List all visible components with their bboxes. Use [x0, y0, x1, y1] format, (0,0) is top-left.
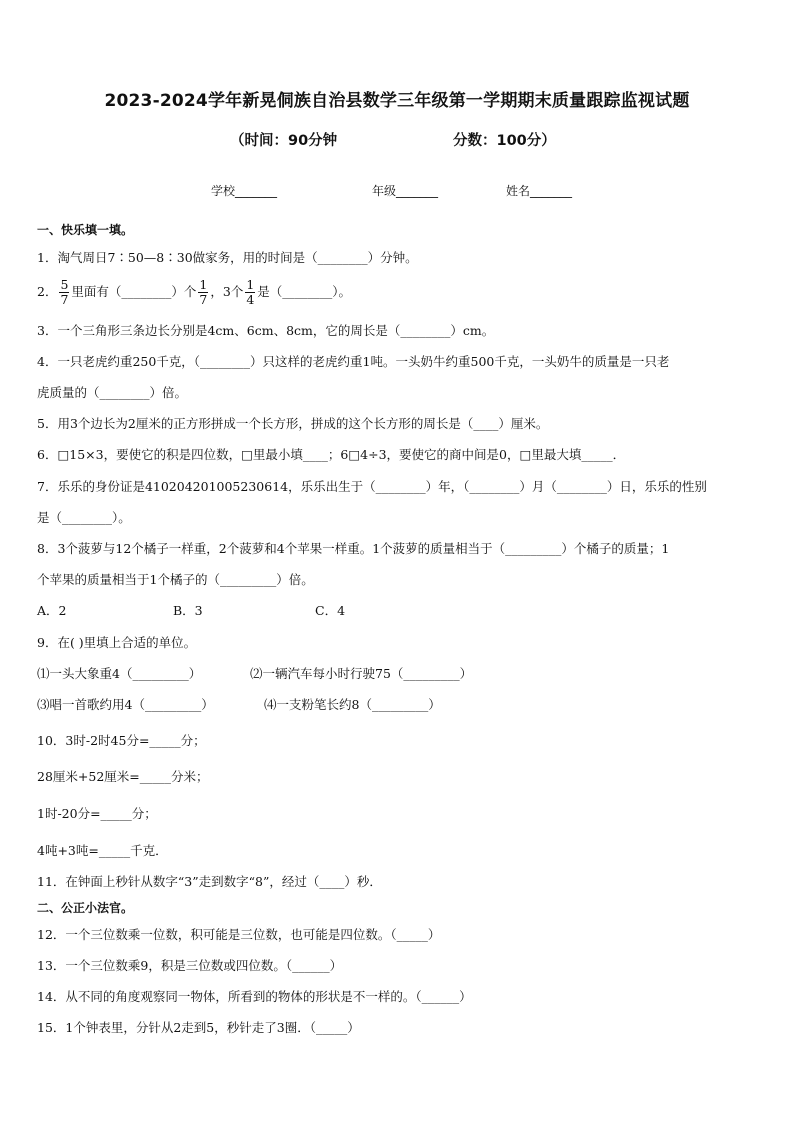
question-13: 13．一个三位数乘9，积是三位数或四位数。（______）	[37, 958, 343, 973]
fraction-5-7: $\frac{5}{7}$	[60, 277, 69, 307]
question-2	[37, 278, 351, 307]
question-4-line-2: 虎质量的（________）倍。	[37, 385, 188, 400]
question-3: 3．一个三角形三条边长分别是4cm、6cm、8cm，它的周长是（________）cm。	[37, 323, 495, 338]
q2-prefix: 2．	[37, 284, 58, 299]
fraction-1-4: $\frac{1}{4}$	[246, 277, 255, 307]
option-c: C．4	[315, 603, 346, 618]
question-9: 9．在( )里填上合适的单位。	[37, 635, 197, 650]
name-field: 姓名_______	[506, 184, 573, 198]
grade-field: 年级_______	[372, 184, 439, 198]
question-12: 12．一个三位数乘一位数，积可能是三位数，也可能是四位数。（_____）	[37, 927, 441, 942]
question-8-line-1: 8．3个菠萝与12个橘子一样重，2个菠萝和4个苹果一样重。1个菠萝的质量相当于（_________）个橘子的质量；1	[37, 541, 670, 556]
question-9-3: ⑶唱一首歌约用4（_________）	[37, 697, 214, 712]
question-1: 1．淘气周日7∶50—8∶30做家务，用的时间是（________）分钟。	[37, 250, 418, 265]
question-15: 15．1个钟表里，分针从2走到5，秒针走了3圈．（_____）	[37, 1020, 360, 1035]
question-14: 14．从不同的角度观察同一物体，所看到的物体的形状是不一样的。（______）	[37, 989, 472, 1004]
question-9-2: ⑵一辆汽车每小时行驶75（_________）	[250, 666, 473, 681]
question-4-line-1: 4．一只老虎约重250千克，（________）只这样的老虎约重1吨。一头奶牛约重500千克，一头奶牛的质量是一只老	[37, 354, 670, 369]
exam-title: 2023-2024学年新晃侗族自治县数学三年级第一学期期末质量跟踪监视试题	[104, 91, 690, 111]
option-a: A．2	[37, 603, 67, 618]
question-5: 5．用3个边长为2厘米的正方形拼成一个长方形，拼成的这个长方形的周长是（____）厘米。	[37, 416, 549, 431]
section-heading-2: 二、公正小法官。	[37, 901, 134, 915]
question-7-line-2: 是（________）。	[37, 510, 131, 525]
question-10-4: 4吨+3吨=_____千克．	[37, 843, 168, 858]
question-10-2: 28厘米+52厘米=_____分米；	[37, 769, 209, 784]
q2-text-3: 是（________）。	[257, 284, 352, 299]
question-10-1: 10．3时-2时45分=_____分；	[37, 733, 206, 748]
question-9-4: ⑷一支粉笔长约8（_________）	[264, 697, 441, 712]
q2-text-2: ，3个	[210, 284, 244, 299]
question-6: 6．□15×3，要使它的积是四位数，□里最小填____；6□4÷3，要使它的商中间是0，□里最大填_____．	[37, 447, 626, 462]
question-9-1: ⑴一头大象重4（_________）	[37, 666, 202, 681]
question-8-line-2: 个苹果的质量相当于1个橘子的（_________）倍。	[37, 572, 314, 587]
q2-text-1: 里面有（________）个	[71, 284, 197, 299]
fraction-1-7: $\frac{1}{7}$	[199, 277, 208, 307]
school-field: 学校_______	[211, 184, 278, 198]
exam-score: 分数：100分）	[453, 133, 556, 149]
question-10-3: 1时-20分=_____分；	[37, 806, 157, 821]
option-b: B．3	[173, 603, 203, 618]
question-7-line-1: 7．乐乐的身份证是410204201005230614，乐乐出生于（________）年，（________）月（________）日，乐乐的性别	[37, 479, 707, 494]
question-11: 11．在钟面上秒针从数字“3”走到数字“8”，经过（____）秒．	[37, 874, 382, 889]
exam-time: （时间：90分钟	[230, 133, 338, 149]
section-heading-1: 一、快乐填一填。	[37, 223, 134, 237]
